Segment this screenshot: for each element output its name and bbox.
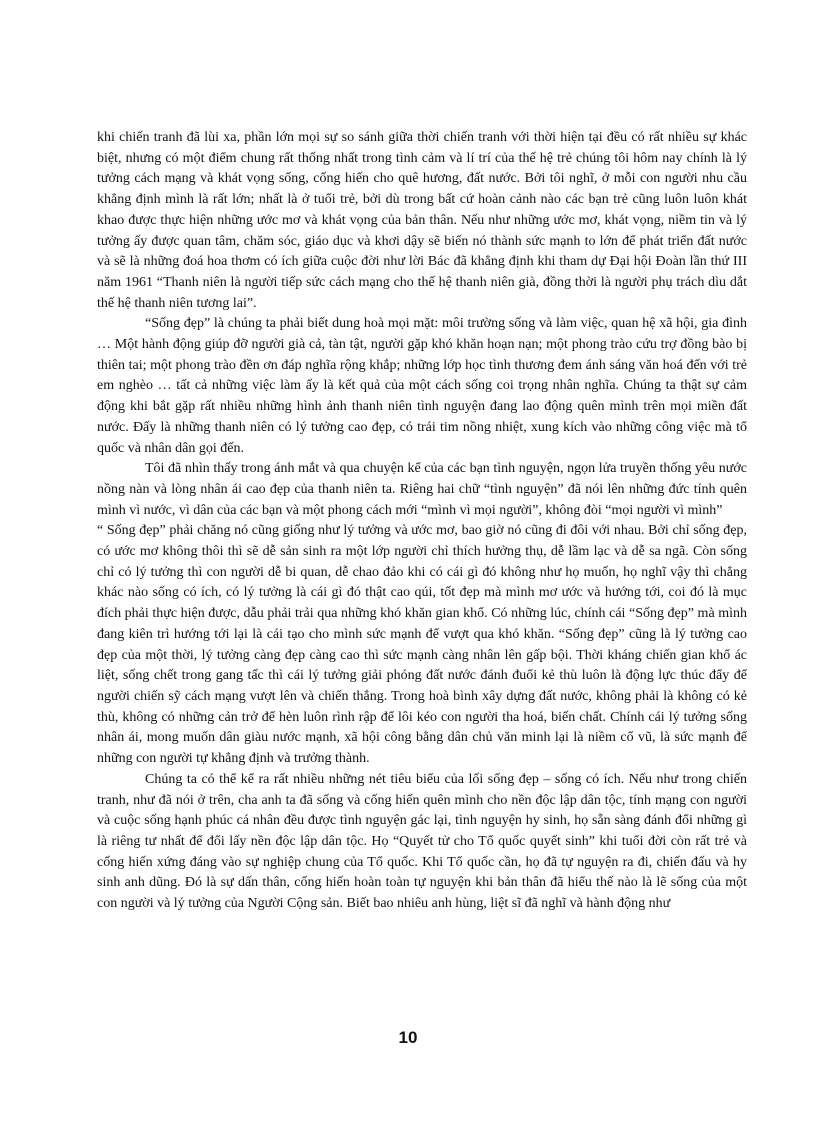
- paragraph-2: “Sống đẹp” là chúng ta phải biết dung hoà mọi mặt: môi trường sống và làm việc, quan hệ xã hội, gia đình … Một hành động giúp đỡ người già cả, tàn tật, người gặp khó khăn hoạn nạn; một phong trào cứu trợ đồng bào bị thiên tai; một phong trào đền ơn đáp nghĩa rộng khắp; những lớp học tình thương đem ánh sáng văn hoá đến với trẻ em nghèo … tất cả những việc làm ấy là kết quả của một cách sống coi trọng nhân nghĩa. Chúng ta thật sự cảm động khi bắt gặp rất nhiều những hình ảnh thanh niên tình nguyện đang lao động quên mình trên mọi miền đất nước. Đấy là những thanh niên có lý tưởng cao đẹp, có trái tim nồng nhiệt, xung kích vào những công việc mà tổ quốc và nhân dân gọi đến.: [97, 316, 747, 456]
- page-number: 10: [398, 1028, 418, 1047]
- document-body: [97, 128, 747, 915]
- paragraph-1: khi chiến tranh đã lùi xa, phần lớn mọi sự so sánh giữa thời chiến tranh với thời hiện tại đều có rất nhiều sự khác biệt, nhưng có một điểm chung rất thống nhất trong tình cảm và lí trí của thế hệ trẻ chúng tôi hôm nay chính là lý tưởng cách mạng và khát vọng sống, cống hiến cho quê hương, đất nước. Bởi tôi nghĩ, ở mỗi con người nhu cầu khẳng định mình là rất lớn; nhất là ở tuổi trẻ, bởi dù trong bất cứ hoàn cảnh nào các bạn trẻ cũng luôn luôn khát khao được thực hiện những ước mơ và khát vọng của bản thân. Nếu như những ước mơ, khát vọng, niềm tin và lý tưởng ấy được quan tâm, chăm sóc, giáo dục và khơi dậy sẽ biến nó thành sức mạnh to lớn để phát triển đất nước và sẽ là những đoá hoa thơm có ích giữa cuộc đời như lời Bác đã khẳng định khi tham dự Đại hội Đoàn lần thứ III năm 1961 “Thanh niên là người tiếp sức cách mạng cho thế hệ thanh niên già, đồng thời là người phụ trách dìu dắt thế hệ thanh niên tương lai”.: [97, 130, 747, 311]
- paragraph-4: “ Sống đẹp” phải chăng nó cũng giống như lý tưởng và ước mơ, bao giờ nó cũng đi đôi với nhau. Bởi chỉ sống đẹp, có ước mơ không thôi thì sẽ dễ sản sinh ra một lớp người chỉ thích hưởng thụ, dễ lầm lạc và dễ sa ngã. Còn sống chỉ có lý tưởng thì con người dễ bi quan, dễ chao đảo khi có cái gì đó không như họ muốn, họ nghĩ vậy thì chẳng khác nào sống có ích, có lý tưởng là cái gì đó thật cao qúi, tốt đẹp mà mình mơ ước và hướng tới, coi đó là mục đích phải thực hiện được, dẫu phải trải qua những khó khăn gian khổ. Có những lúc, chính cái “Sống đẹp” mà mình đang kiên trì hướng tới lại là cái tạo cho mình sức mạnh để vượt qua khó khăn. “Sống đẹp” cũng là lý tưởng cao đẹp của một thời, lý tưởng càng đẹp càng cao thì sức mạnh càng nhân lên gấp bội. Thời kháng chiến gian khổ ác liệt, sống chết trong gang tấc thì cái lý tưởng giải phóng đất nước đánh đuổi kẻ thù luôn là động lực thúc đẩy để người chiến sỹ cách mạng vượt lên và chiến thắng. Trong hoà bình xây dựng đất nước, không phải là không có kẻ thù, không có những cản trở để hèn luôn rình rập để lôi kéo con người tha hoá, biến chất. Chính cái lý tưởng sống nhân ái, mong muốn dân giàu nước mạnh, xã hội công bằng dân chủ văn minh lại là niềm cổ vũ, là sức mạnh để những con người tự khẳng định và trưởng thành.: [97, 523, 747, 767]
- paragraph-3: Tôi đã nhìn thấy trong ánh mắt và qua chuyện kể của các bạn tình nguyện, ngọn lửa truyền thống yêu nước nồng nàn và lòng nhân ái cao đẹp của thanh niên ta. Riêng hai chữ “tình nguyện” đã nói lên những đức tính quên mình vì nước, vì dân của các bạn và một phong cách mới “mình vì mọi người”, không đòi “mọi người vì mình”: [97, 461, 747, 518]
- paragraph-5: Chúng ta có thể kể ra rất nhiều những nét tiêu biểu của lối sống đẹp – sống có ích. Nếu như trong chiến tranh, như đã nói ở trên, cha anh ta đã sống và cống hiến quên mình cho nền độc lập dân tộc, tính mạng con người và cuộc sống hạnh phúc cá nhân đều được tình nguyện gác lại, tình nguyện hy sinh, họ sẵn sàng đánh đổi những gì là riêng tư nhất để đổi lấy nền độc lập dân tộc. Họ “Quyết tử cho Tổ quốc quyết sinh” khi tuổi đời còn rất trẻ và cống hiến xứng đáng vào sự nghiệp chung của Tổ quốc. Khi Tổ quốc cần, họ đã tự nguyện ra đi, chiến đấu và hy sinh anh dũng. Đó là sự dấn thân, cống hiến hoàn toàn tự nguyện khi bản thân đã hiểu thế nào là lẽ sống của một con người và lý tưởng của Người Cộng sản. Biết bao nhiêu anh hùng, liệt sĩ đã nghĩ và hành động như: [97, 771, 747, 912]
